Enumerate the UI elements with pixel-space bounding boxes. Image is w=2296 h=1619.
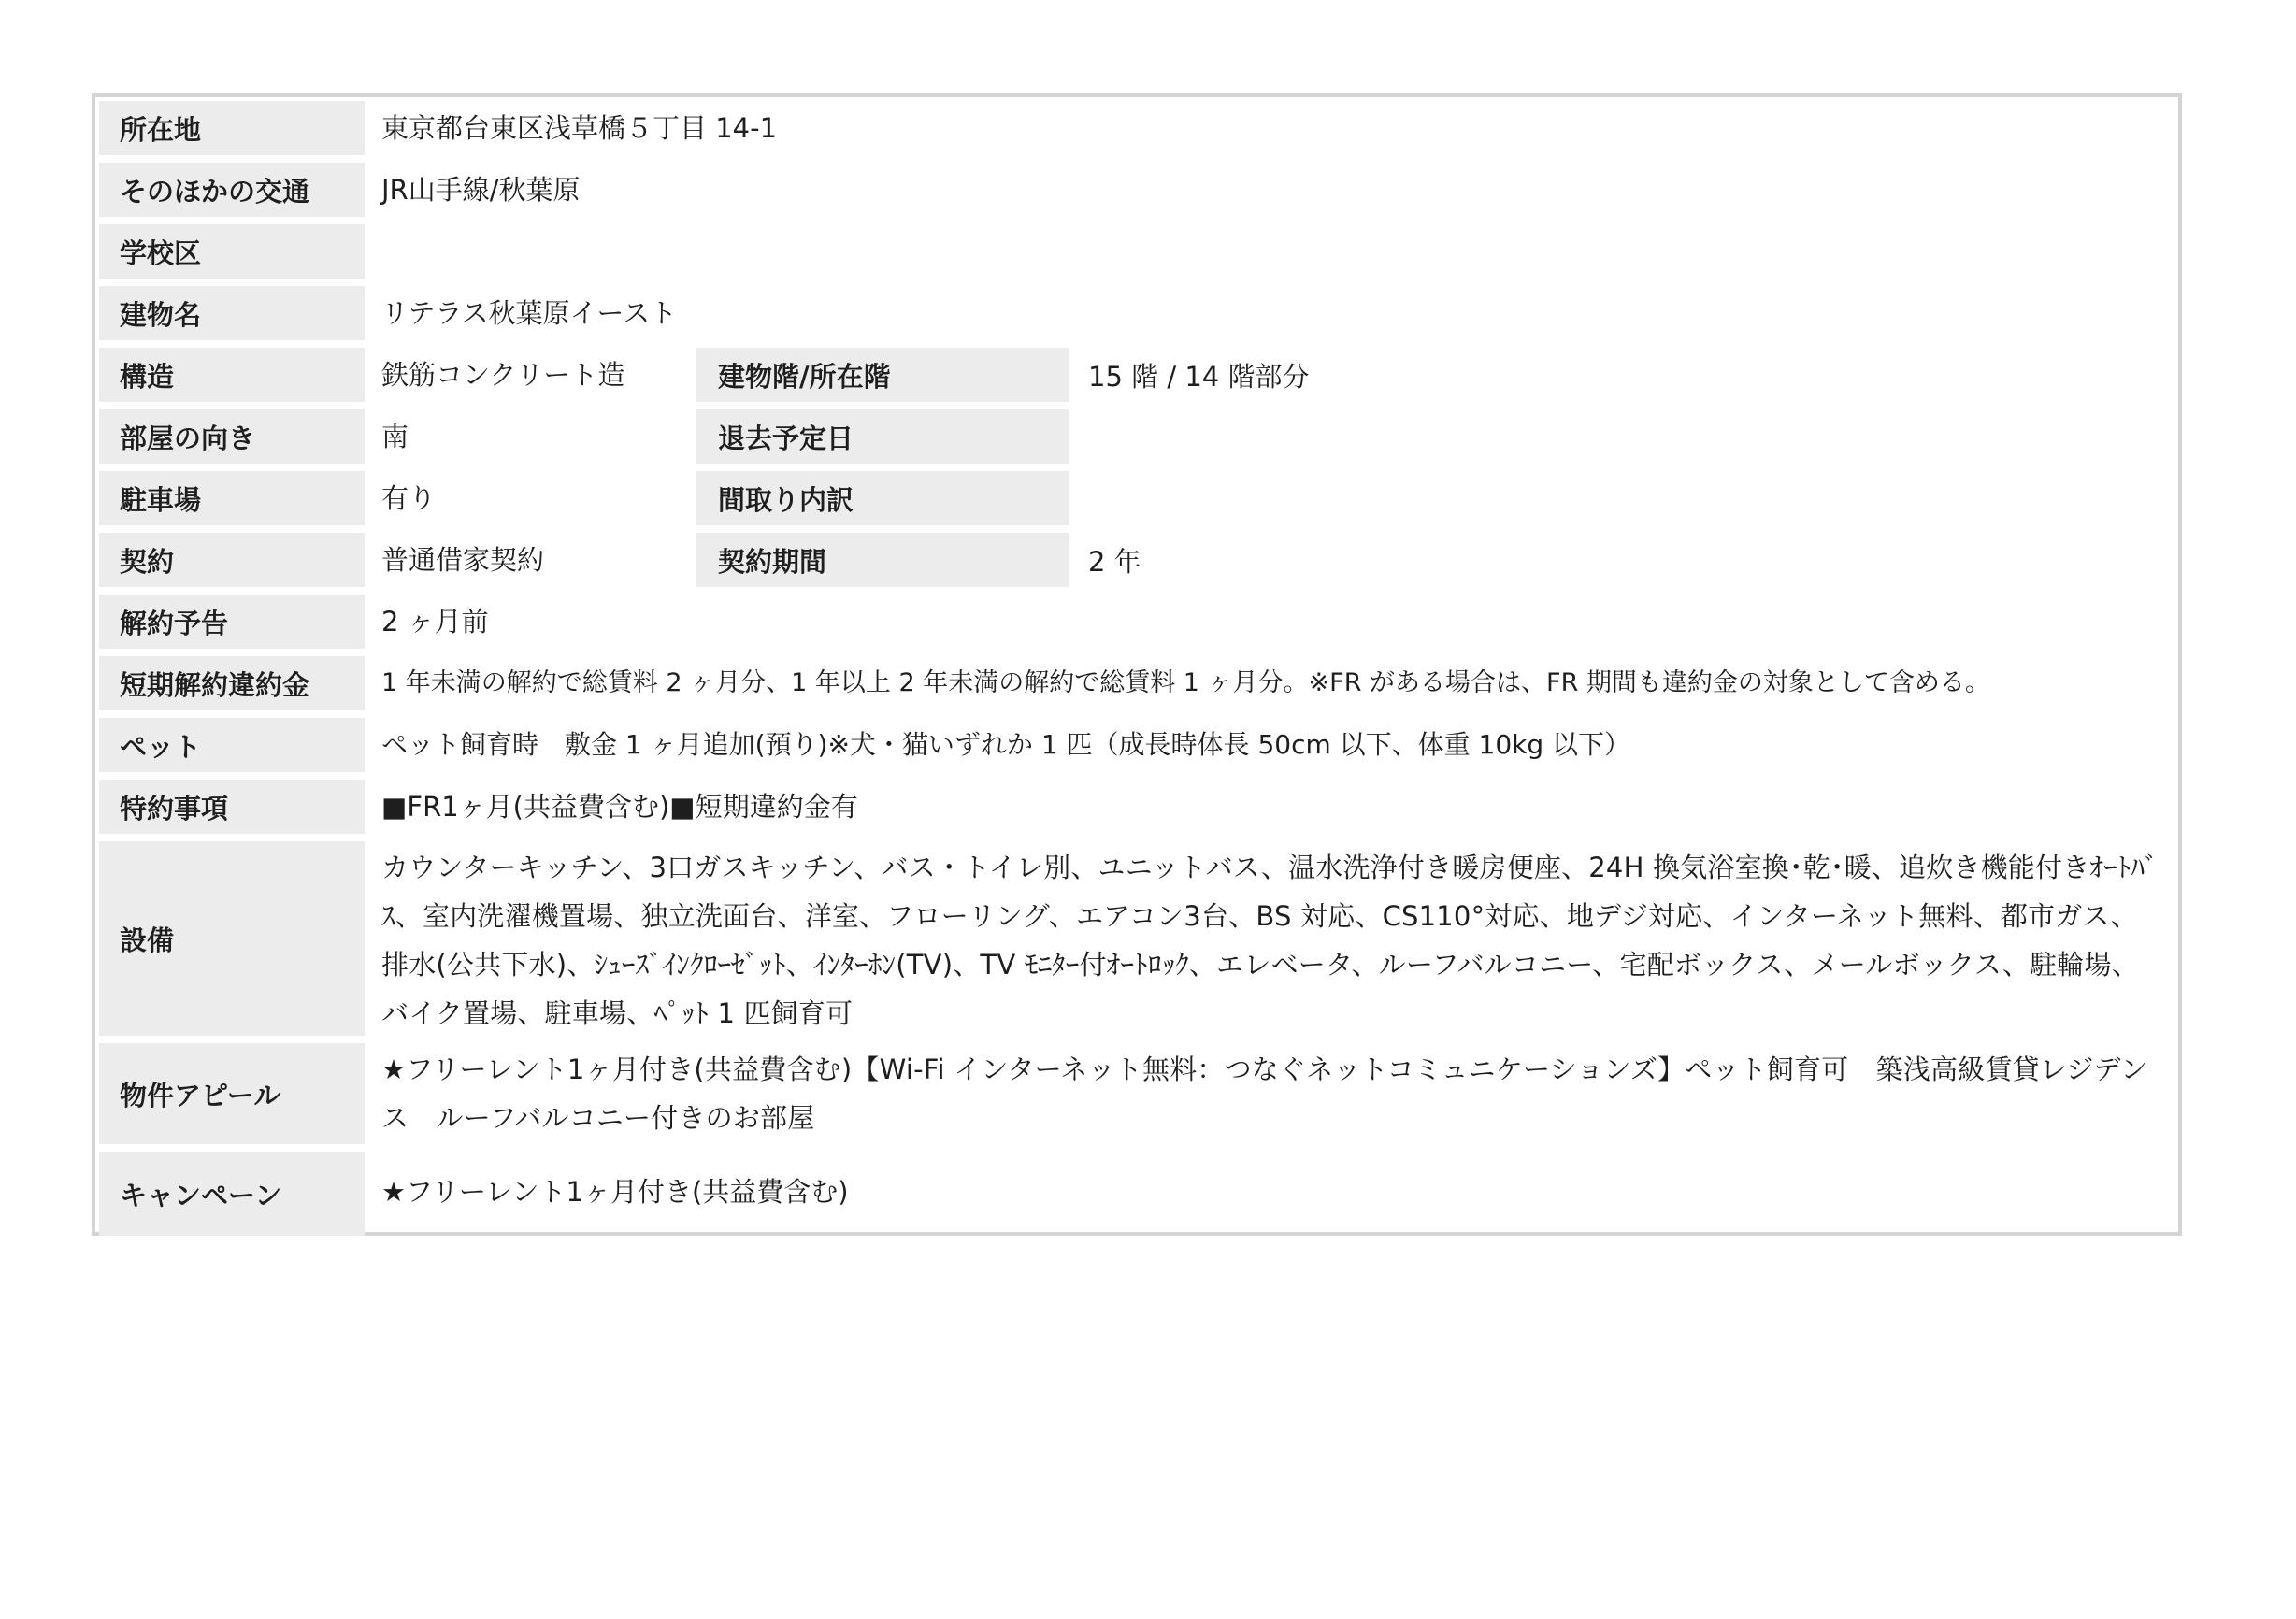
value-orientation: 南 — [381, 421, 409, 452]
value-other-transport: JR山手線/秋葉原 — [381, 174, 581, 206]
label-layout-detail: 間取り内訳 — [696, 471, 1069, 525]
label-structure: 構造 — [99, 348, 365, 402]
label-special-terms: 特約事項 — [99, 780, 365, 834]
label-early-termination-fee: 短期解約違約金 — [99, 656, 365, 710]
row-special-terms — [95, 776, 2178, 838]
row-appeal — [95, 1039, 2178, 1148]
value-cancel-notice: 2 ヶ月前 — [381, 606, 489, 638]
label-other-transport: そのほかの交通 — [99, 163, 365, 217]
label-moveout-date: 退去予定日 — [696, 409, 1069, 464]
row-contract — [95, 529, 2178, 591]
row-campaign — [95, 1148, 2178, 1236]
label-floor: 建物階/所在階 — [696, 348, 1069, 402]
property-detail-table — [92, 93, 2182, 1236]
label-parking: 駐車場 — [99, 471, 365, 525]
value-floor: 15 階 / 14 階部分 — [1088, 360, 1310, 393]
value-contract: 普通借家契約 — [381, 544, 545, 576]
value-contract-period: 2 年 — [1088, 545, 1141, 578]
row-other-transport — [95, 159, 2178, 221]
row-early-termination-fee — [95, 652, 2178, 714]
row-school-district — [95, 221, 2178, 282]
label-cancel-notice: 解約予告 — [99, 595, 365, 649]
label-school-district: 学校区 — [99, 224, 365, 279]
label-orientation: 部屋の向き — [99, 409, 365, 464]
label-contract: 契約 — [99, 533, 365, 587]
value-moveout-date — [1088, 406, 2160, 467]
value-appeal: ★フリーレント1ヶ月付き(共益費含む)【Wi-Fi インターネット無料：つなぐネットコミュニケーションズ】ペット飼育可 築浅高級賃貸レジデンス ルーフバルコニー付きのお部屋 — [381, 1053, 2148, 1134]
row-parking — [95, 467, 2178, 529]
label-facilities: 設備 — [99, 841, 365, 1036]
value-facilities: カウンターキッチン、3口ガスキッチン、バス・トイレ別、ユニットバス、温水洗浄付き暖房便座、24H 換気浴室換･乾･暖、追炊き機能付きｵｰﾄﾊﾞｽ、室内洗濯機置場、独立洗面台、洋室、フローリング、エアコン3台、BS 対応、CS110°対応、地デジ対応、インターネット無料、都市ガス、排水(公共下水)、ｼｭｰｽﾞｲﾝｸﾛｰｾﾞｯﾄ、ｲﾝﾀｰﾎﾝ(TV)、TV ﾓﾆﾀｰ付ｵｰﾄﾛｯｸ、エレベータ、ルーフバルコニー、宅配ボックス、メールボックス、駐輪場、バイク置場、駐車場、ﾍﾟｯﾄ 1 匹飼育可 — [381, 852, 2159, 1029]
value-pet: ペット飼育時 敷金 1 ヶ月追加(預り)※犬・猫いずれか 1 匹（成長時体長 50cm 以下、体重 10kg 以下） — [381, 729, 1631, 760]
value-location: 東京都台東区浅草橋５丁目 14-1 — [381, 112, 778, 144]
value-structure: 鉄筋コンクリート造 — [381, 359, 625, 391]
row-facilities — [95, 838, 2178, 1039]
label-building-name: 建物名 — [99, 286, 365, 340]
value-special-terms: ■FR1ヶ月(共益費含む)■短期違約金有 — [381, 791, 858, 823]
value-building-name: リテラス秋葉原イースト — [381, 297, 678, 329]
row-location — [95, 97, 2178, 159]
label-location: 所在地 — [99, 101, 365, 155]
value-campaign: ★フリーレント1ヶ月付き(共益費含む) — [381, 1176, 849, 1208]
value-parking: 有り — [381, 482, 437, 514]
label-campaign: キャンペーン — [99, 1152, 365, 1236]
label-contract-period: 契約期間 — [696, 533, 1069, 587]
value-early-termination-fee: 1 年未満の解約で総賃料 2 ヶ月分、1 年以上 2 年未満の解約で総賃料 1 ヶ月分。※FR がある場合は、FR 期間も違約金の対象として含める。 — [381, 668, 1990, 697]
row-building-name — [95, 282, 2178, 344]
row-cancel-notice — [95, 591, 2178, 652]
row-structure — [95, 344, 2178, 406]
row-pet — [95, 714, 2178, 776]
value-school-district — [381, 221, 2160, 282]
row-orientation — [95, 406, 2178, 467]
label-appeal: 物件アピール — [99, 1043, 365, 1144]
value-layout-detail — [1088, 467, 2160, 529]
label-pet: ペット — [99, 718, 365, 772]
